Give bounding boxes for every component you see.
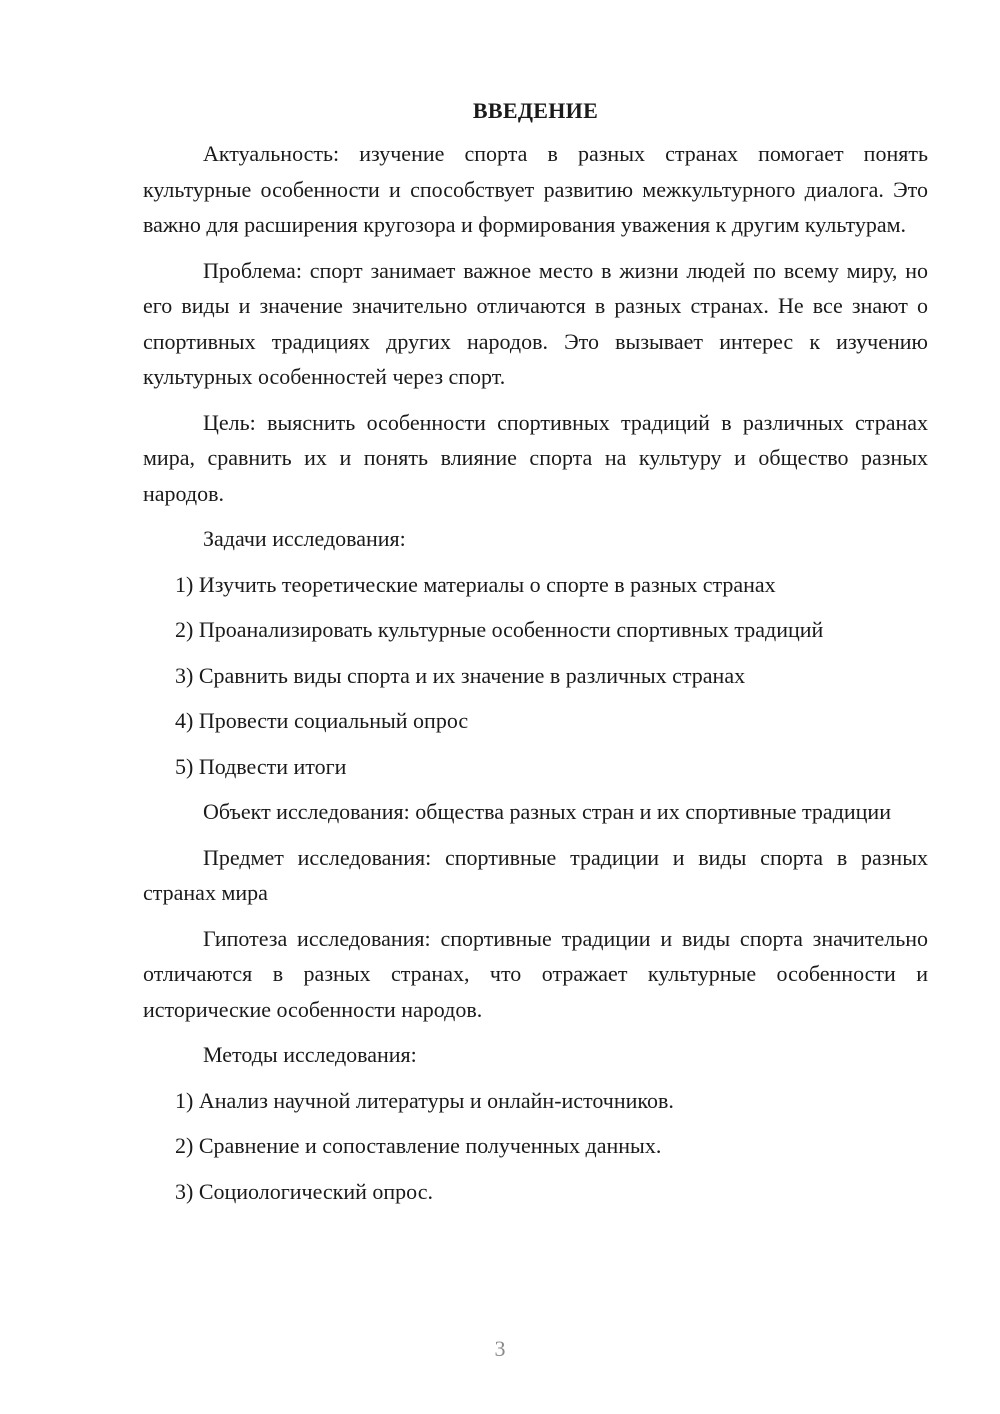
tasks-list	[143, 567, 928, 785]
section-title: ВВЕДЕНИЕ	[472, 98, 599, 123]
methods-list	[143, 1083, 928, 1210]
methods-label: Методы исследования:	[203, 1042, 417, 1067]
tasks-label: Задачи исследования:	[203, 526, 406, 551]
task-item: 1) Изучить теоретические материалы о спорте в разных странах	[175, 571, 776, 597]
task-item: 4) Провести социальный опрос	[175, 708, 469, 733]
task-item: 2) Проанализировать культурные особенности спортивных традиций	[175, 617, 824, 642]
method-item: 1) Анализ научной литературы и онлайн-источников.	[175, 1087, 674, 1113]
goal-paragraph: Цель: выяснить особенности спортивных традиций в различных странах мира, сравнить их и понять влияние спорта на культуру и общество разных народов.	[143, 409, 928, 506]
method-item: 3) Социологический опрос.	[175, 1178, 433, 1204]
document-page	[143, 96, 928, 1219]
object-paragraph: Объект исследования: общества разных стран и их спортивные традиции	[203, 799, 891, 824]
task-item: 3) Сравнить виды спорта и их значение в различных странах	[175, 662, 746, 688]
subject-paragraph: Предмет исследования: спортивные традиции и виды спорта в разных странах мира	[143, 844, 928, 905]
hypothesis-paragraph: Гипотеза исследования: спортивные традиции и виды спорта значительно отличаются в разных странах, что отражает культурные особенности и исторические особенности народов.	[143, 925, 928, 1022]
method-item: 2) Сравнение и сопоставление полученных данных.	[175, 1133, 662, 1158]
problem-paragraph: Проблема: спорт занимает важное место в жизни людей по всему миру, но его виды и значение значительно отличаются в разных странах. Не все знают о спортивных традициях других народов. Это вызывает интерес к изучению культурных особенностей через спорт.	[143, 257, 928, 389]
relevance-paragraph: Актуальность: изучение спорта в разных странах помогает понять культурные особенности и способствует развитию межкультурного диалога. Это важно для расширения кругозора и формирования уважения к другим культурам.	[143, 141, 928, 237]
task-item: 5) Подвести итоги	[175, 753, 347, 779]
page-number: 3	[494, 1336, 506, 1361]
